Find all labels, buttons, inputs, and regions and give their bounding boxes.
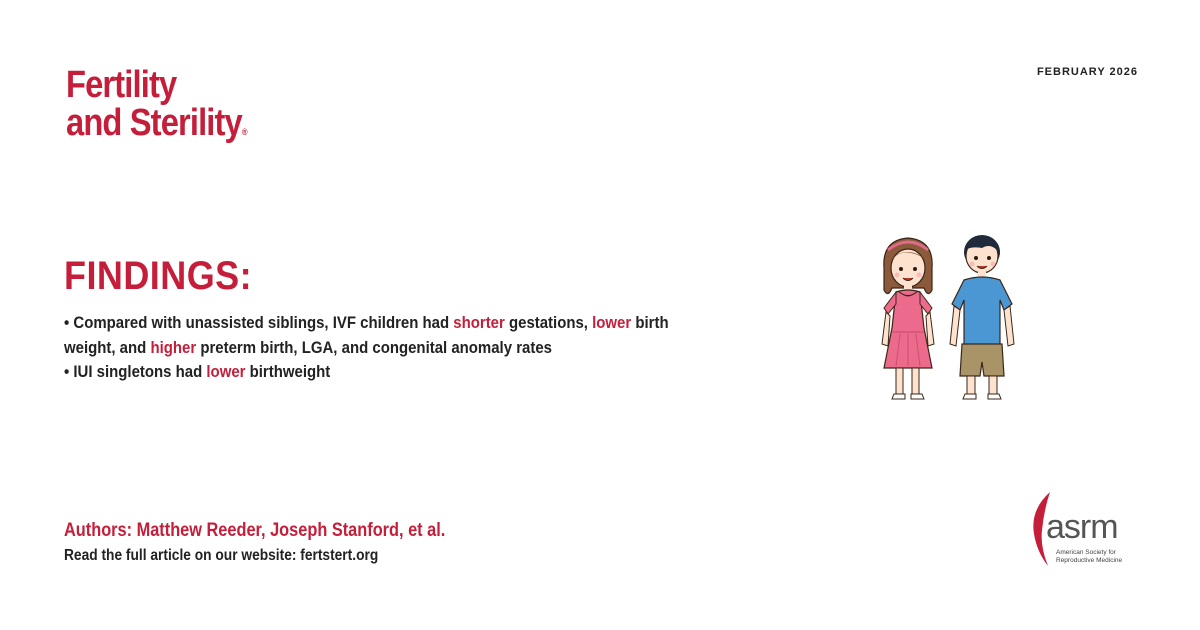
finding-1-text-4: preterm birth, LGA, and congenital anomaly rates: [196, 337, 552, 357]
asrm-tagline-line2: Reproductive Medicine: [1056, 557, 1123, 564]
issue-date: FEBRUARY 2026: [1036, 66, 1138, 78]
asrm-tagline-line1: American Society for: [1056, 549, 1116, 556]
finding-1-highlight-higher: higher: [150, 337, 197, 357]
journal-logo-line1: Fertility: [66, 64, 177, 106]
journal-logo-line2-text: and Sterility: [66, 102, 242, 144]
boy-figure: [950, 235, 1014, 399]
findings-heading: FINDINGS:: [64, 254, 253, 298]
finding-2-text-1: • IUI singletons had: [64, 362, 207, 381]
registered-mark: ®: [241, 127, 248, 137]
asrm-tagline: [1056, 549, 1146, 565]
journal-logo: [66, 66, 248, 151]
finding-1-text-1: • Compared with unassisted siblings, IVF children had: [64, 313, 454, 332]
read-full-article-text: Read the full article on our website: fertstert.org: [64, 547, 379, 564]
finding-bullet-2: [64, 360, 680, 385]
findings-list: [64, 311, 680, 385]
finding-1-text-3: birth weight, and: [64, 313, 669, 357]
authors-credit: Authors: Matthew Reeder, Joseph Stanford, et al.: [64, 520, 446, 541]
girl-figure: [882, 238, 934, 399]
finding-1-highlight-shorter: shorter: [453, 313, 505, 332]
finding-2-highlight-lower: lower: [206, 362, 246, 381]
finding-1-text-2: gestations,: [504, 313, 593, 332]
finding-2-text-2: birthweight: [245, 362, 331, 381]
children-illustration: [872, 228, 1022, 402]
journal-logo-line2: [66, 104, 248, 151]
finding-bullet-1: [64, 311, 680, 360]
finding-1-highlight-lower: lower: [592, 313, 632, 332]
asrm-wordmark: asrm: [1046, 508, 1118, 546]
